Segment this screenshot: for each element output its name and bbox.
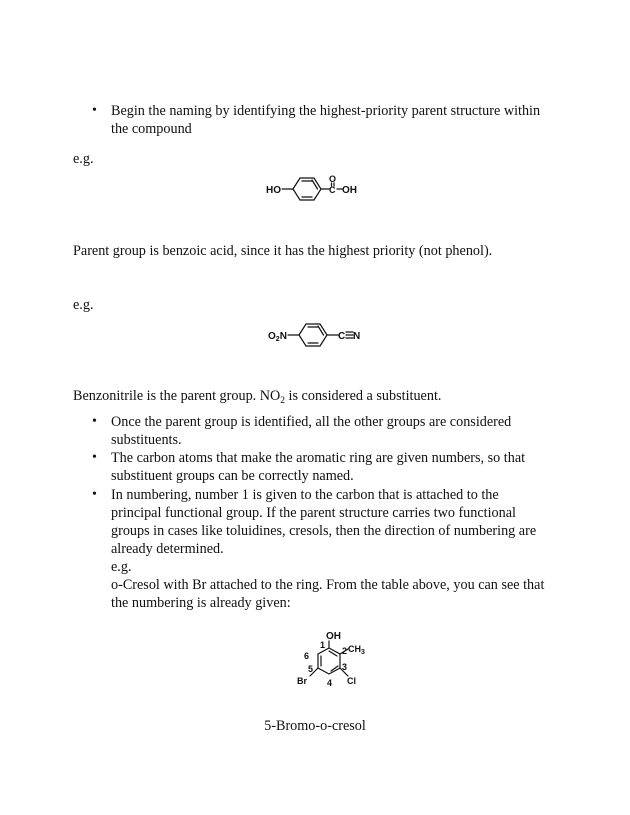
bullet-2-line-1: Once the parent group is identified, all the other groups are considered (111, 414, 512, 430)
para2-subscript: 2 (280, 396, 285, 406)
bullet-4-line-6: o-Cresol with Br attached to the ring. From the table above, you can see that (111, 577, 545, 593)
bullet-4-line-1: In numbering, number 1 is given to the carbon that is attached to the (111, 487, 499, 503)
bullet-4-line-4: already determined. (111, 541, 224, 557)
position-6: 6 (304, 651, 310, 661)
ch3-label (348, 644, 365, 656)
bullet-4-line-2: principal functional group. If the parent structure carries two functional (111, 505, 516, 521)
position-2: 2 (342, 646, 348, 656)
paragraph-benzonitrile (73, 387, 441, 405)
hydroxybenzoic-acid-structure (262, 170, 372, 206)
bullet-marker (92, 449, 97, 467)
bullet-4-line-3: groups in cases like toluidines, cresols, then the direction of numbering are (111, 523, 537, 539)
paragraph-parent-benzoic: Parent group is benzoic acid, since it has the highest priority (not phenol). (73, 243, 493, 259)
bullet-marker (92, 486, 97, 504)
example-label-1: e.g. (73, 151, 94, 167)
carbonyl-c-label: C (329, 185, 336, 195)
structure-caption: 5-Bromo-o-cresol (264, 718, 366, 734)
ho-label: HO (266, 185, 281, 196)
bullet-1-line-2: the compound (111, 121, 192, 137)
example-label-2: e.g. (73, 297, 94, 313)
oh-label: OH (342, 185, 357, 196)
no2-n: N (279, 331, 287, 342)
bullet-1-line-1: Begin the naming by identifying the highest-priority parent structure within (111, 103, 541, 119)
bullet-2-line-2: substituents. (111, 432, 182, 448)
bullet-4-line-7: the numbering is already given: (111, 595, 291, 611)
bullet-marker (92, 102, 97, 120)
nitrile-c-label: C (338, 331, 346, 342)
ch-text: CH (348, 644, 361, 654)
cl-label: Cl (347, 676, 356, 686)
no2-subscript: 2 (275, 336, 280, 343)
nitrile-n-label: N (353, 331, 361, 342)
oh-label: OH (326, 631, 341, 642)
position-4: 4 (327, 678, 333, 688)
bromo-cresol-structure (286, 624, 386, 694)
br-label: Br (297, 676, 308, 686)
carbonyl-o-label: O (329, 174, 337, 184)
nitrobenzonitrile-structure (264, 318, 374, 354)
para2-before: Benzonitrile is the parent group. NO (73, 388, 281, 404)
para2-after: is considered a substituent. (285, 388, 442, 404)
bullet-3-line-1: The carbon atoms that make the aromatic ring are given numbers, so that (111, 450, 526, 466)
position-3: 3 (342, 662, 348, 672)
bullet-3-line-2: substituent groups can be correctly named. (111, 468, 354, 484)
bullet-4-line-5: e.g. (111, 559, 132, 575)
bullet-marker (92, 413, 97, 431)
position-5: 5 (308, 664, 314, 674)
no2-label (268, 331, 287, 343)
position-1: 1 (320, 640, 326, 650)
ch3-subscript: 3 (361, 649, 365, 656)
no2-o: O (268, 331, 276, 342)
